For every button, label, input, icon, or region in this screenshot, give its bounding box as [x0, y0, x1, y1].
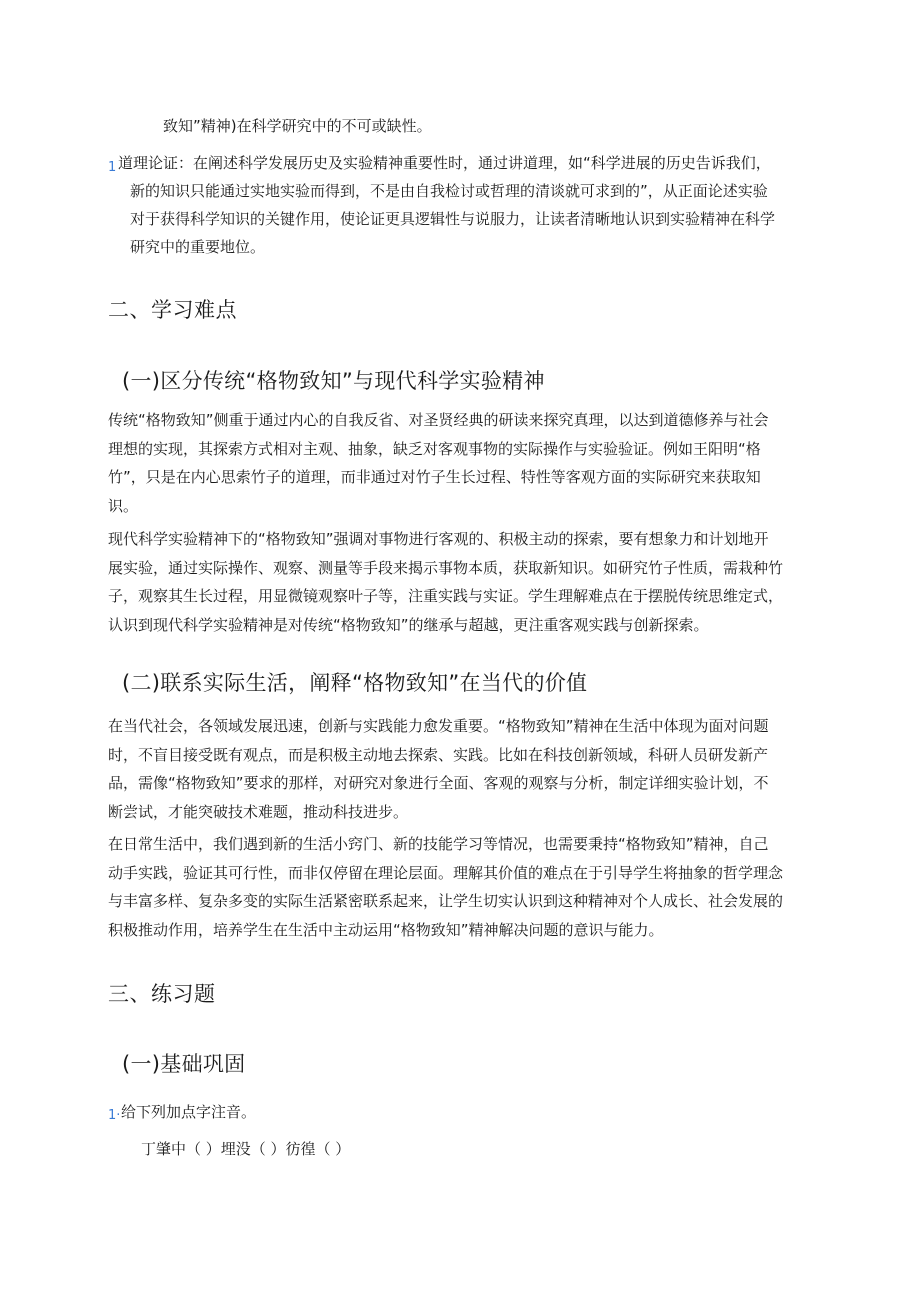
item-number: 1	[108, 160, 117, 175]
text-line: 现代科学实验精神下的“格物致知”强调对事物进行客观的、积极主动的探索，要有想象力和计划地开	[108, 530, 769, 548]
paragraph	[108, 712, 808, 826]
text-line: 子，观察其生长过程，用显微镜观察叶子等，注重实践与实证。学生理解难点在于摆脱传统思维定式，	[108, 587, 784, 605]
subsection-heading: (一)区分传统“格物致知”与现代科学实验精神	[122, 369, 545, 393]
text-line: 识。	[108, 496, 139, 515]
text-line: 在当代社会，各领域发展迅速，创新与实践能力愈发重要。“格物致知”精神在生活中体现为面对问题	[108, 717, 769, 735]
text-line: 与丰富多样、复杂多变的实际生活紧密联系起来，让学生切实认识到这种精神对个人成长、社会发展的	[108, 892, 784, 910]
text-line: 道理论证：在阐述科学发展历史及实验精神重要性时，通过讲道理，如“科学进展的历史告诉我们，	[118, 154, 771, 172]
question-number: 1·	[108, 1108, 121, 1123]
text-line: 理想的实现，其探索方式相对主观、抽象，缺乏对客观事物的实际操作与实验验证。例如王阳明“格	[108, 439, 761, 458]
paragraph	[108, 525, 808, 639]
paragraph	[108, 406, 808, 520]
question-answer-line: 丁肇中（ ）埋没（ ）彷徨（ ）	[141, 1140, 351, 1158]
text-line: 品，需像“格物致知”要求的那样，对研究对象进行全面、客观的观察与分析，制定详细实验计划，不	[108, 774, 769, 792]
text-line: 对于获得科学知识的关键作用，使论证更具逻辑性与说服力，让读者清晰地认识到实验精神在科学	[130, 210, 776, 228]
paragraph	[108, 830, 808, 944]
text-line: 认识到现代科学实验精神是对传统“格物致知”的继承与超越，更注重客观实践与创新探索。	[108, 615, 709, 634]
section-heading-2: 二、学习难点	[108, 298, 237, 322]
text-line: 动手实践，验证其可行性，而非仅停留在理论层面。理解其价值的难点在于引导学生将抽象的哲学理念	[108, 863, 784, 882]
top-fragment-line: 致知”精神)在科学研究中的不可或缺性。	[163, 117, 432, 135]
text-line: 研究中的重要地位。	[130, 238, 266, 256]
subsection-heading: (一)基础巩固	[122, 1052, 246, 1076]
section-heading-3: 三、练习题	[108, 982, 216, 1006]
text-line: 新的知识只能通过实地实验而得到，不是由自我检讨或哲理的清谈就可求到的”，从正面论述实验	[130, 182, 768, 200]
text-line: 在日常生活中，我们遇到新的生活小窍门、新的技能学习等情况，也需要秉持“格物致知”精神，自己	[108, 835, 769, 853]
text-line: 竹”，只是在内心思索竹子的道理，而非通过对竹子生长过程、特性等客观方面的实际研究来获取知	[108, 468, 761, 486]
text-line: 时，不盲目接受既有观点，而是积极主动地去探索、实践。比如在科技创新领域，科研人员研发新产	[108, 745, 769, 764]
text-line: 断尝试，才能突破技术难题，推动科技进步。	[108, 802, 409, 821]
item1-paragraph	[118, 149, 808, 261]
text-line: 展实验，通过实际操作、观察、测量等手段来揭示事物本质，获取新知识。如研究竹子性质，需栽种竹	[108, 558, 784, 577]
text-line: 积极推动作用，培养学生在生活中主动运用“格物致知”精神解决问题的意识与能力。	[108, 920, 664, 939]
text-line: 传统“格物致知”侧重于通过内心的自我反省、对圣贤经典的研读来探究真理，以达到道德修养与社会	[108, 411, 769, 429]
subsection-heading: (二)联系实际生活，阐释“格物致知”在当代的价值	[122, 671, 588, 695]
question-text: 给下列加点字注音。	[121, 1103, 257, 1121]
